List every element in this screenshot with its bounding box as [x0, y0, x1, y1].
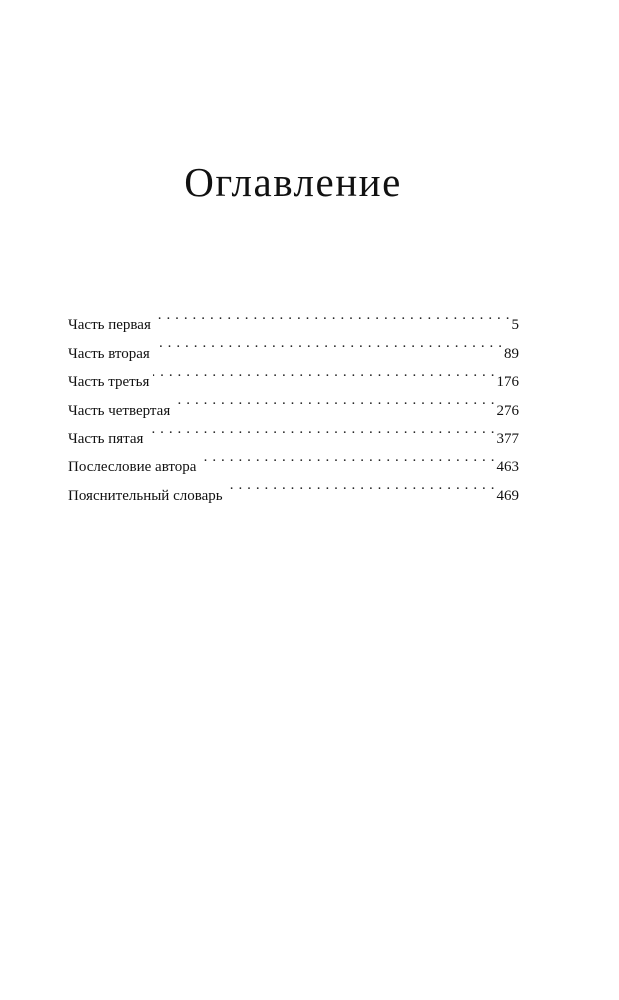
toc-entry-title: Послесловие автора	[68, 459, 197, 476]
toc-entry-title: Часть пятая	[68, 430, 144, 447]
toc-entry-title: Часть третья	[68, 374, 150, 391]
toc-entry-page: 276	[496, 402, 519, 419]
toc-entry-title: Пояснительный словарь	[68, 487, 223, 504]
toc-dot-leader	[227, 471, 495, 499]
toc-entry-page: 176	[496, 374, 519, 391]
toc-entry-title: Часть четвертая	[68, 402, 171, 419]
toc-entry-page: 377	[496, 430, 519, 447]
page-title: Оглавление	[184, 159, 402, 205]
toc-entry-page: 463	[496, 459, 519, 476]
toc-dot-leader	[153, 358, 494, 386]
toc-dot-leader	[147, 415, 494, 443]
toc-dot-leader	[155, 301, 510, 329]
toc-entry[interactable]	[68, 301, 519, 334]
toc-entry-title: Часть первая	[68, 317, 151, 334]
toc-entry-title: Часть вторая	[68, 345, 150, 362]
toc-entry-page: 469	[496, 487, 519, 504]
toc-dot-leader	[154, 329, 502, 357]
toc-entry-page: 5	[511, 317, 519, 334]
toc-dot-leader	[200, 443, 494, 471]
toc-entry-page: 89	[504, 345, 519, 362]
toc-dot-leader	[174, 386, 494, 414]
table-of-contents	[68, 301, 519, 504]
